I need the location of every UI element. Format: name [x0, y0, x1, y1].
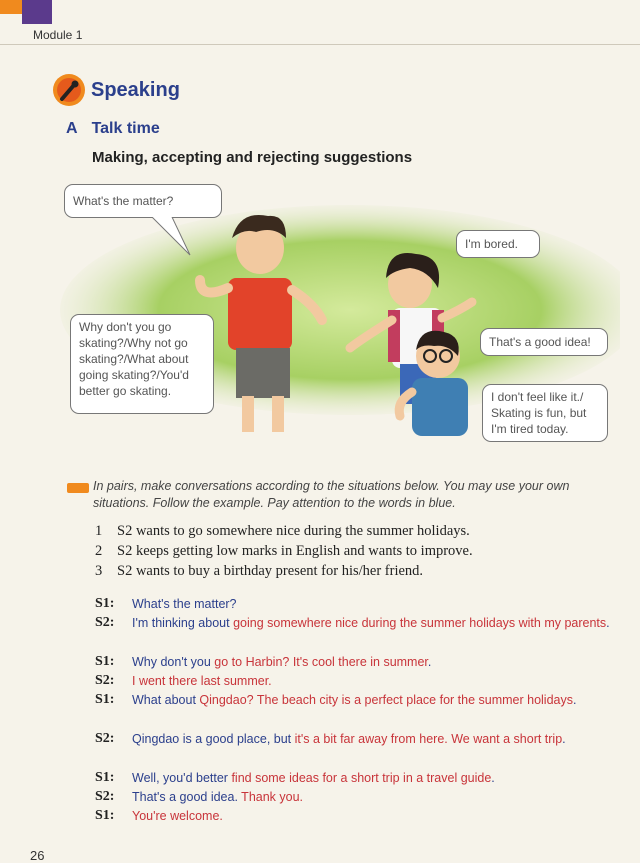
dialogue-red-text: Thank you. [237, 790, 304, 804]
dialogue-line [95, 731, 615, 747]
dialogue-blue-text: . [427, 655, 432, 669]
dialogue-line [95, 770, 615, 786]
dialogue-blue-text: I'm thinking about [132, 616, 234, 630]
dialogue-line [95, 789, 615, 805]
dialogue-line [95, 654, 615, 670]
section-title: Speaking [91, 79, 180, 101]
corner-decoration-purple [22, 0, 52, 24]
dialogue-blue-text: . [572, 693, 577, 707]
dialogue-red-text: go to Harbin? It's cool there in summer [214, 655, 428, 669]
section-name: Talk time [91, 120, 160, 137]
dialogue-text [132, 654, 615, 670]
speaker-label: S1: [95, 692, 115, 707]
dialogue-line [95, 692, 615, 708]
speaker-label: S1: [95, 596, 115, 611]
speaker-label: S1: [95, 654, 115, 669]
dialogue-text [132, 770, 615, 786]
speaker-label: S1: [95, 770, 115, 785]
dialogue-text [132, 692, 615, 708]
speaker-label: S2: [95, 731, 115, 746]
dialogue-red-text: going somewhere nice during the summer holidays with my parents [233, 616, 607, 630]
dialogue-text [132, 615, 615, 631]
page-number: 26 [30, 848, 45, 863]
dialogue-blue-text: . [562, 732, 566, 746]
dialogue-line [95, 808, 615, 824]
module-label: Module 1 [33, 28, 83, 42]
dialogue-line [95, 615, 615, 631]
dialogue-blue-text: Qingdao is a good place, but [132, 732, 295, 746]
dialogue-blue-text: Well, you'd better [132, 771, 232, 785]
situation-item: 1 S2 wants to go somewhere nice during the summer holidays. [95, 523, 470, 539]
speech-bubble-suggestion: Why don't you go skating?/Why not go skating?/What about going skating?/You'd better go skating. [70, 314, 214, 414]
dialogue-line [95, 596, 615, 612]
corner-decoration-orange [0, 0, 22, 14]
speech-bubble-bored: I'm bored. [456, 230, 540, 258]
section-heading [66, 120, 160, 138]
speaker-label: S1: [95, 808, 115, 823]
dialogue-red-text: Qingdao? The beach city is a perfect place for the summer holidays [199, 693, 573, 707]
dialogue-text [132, 808, 615, 824]
section-subtitle: Making, accepting and rejecting suggestions [92, 149, 413, 166]
dialogue-blue-text: . [606, 616, 610, 630]
dialogue-text [132, 673, 615, 689]
dialogue-text [132, 596, 615, 612]
speaker-label: S2: [95, 789, 115, 804]
speaker-label: S2: [95, 615, 115, 630]
dialogue-text [132, 789, 615, 805]
instruction-marker [67, 483, 89, 493]
dialogue-line [95, 673, 615, 689]
dialogue-blue-text: Why don't you [132, 655, 215, 669]
header-divider [0, 44, 640, 45]
speech-bubble-reject: I don't feel like it./ Skating is fun, but I'm tired today. [482, 384, 608, 442]
dialogue-blue-text: What about [132, 693, 200, 707]
situation-item: 2 S2 keeps getting low marks in English and wants to improve. [95, 543, 473, 559]
dialogue-red-text: You're welcome. [132, 809, 223, 823]
situation-item: 3 S2 wants to buy a birthday present for his/her friend. [95, 563, 424, 579]
dialogue-text [132, 731, 615, 747]
speech-bubble-accept: That's a good idea! [480, 328, 608, 356]
speaker-label: S2: [95, 673, 115, 688]
dialogue-blue-text: . [491, 771, 495, 785]
instructions-text: In pairs, make conversations according to the situations below. You may use your own situations. Follow the example. Pay attention to the words in blue. [93, 479, 570, 510]
dialogue-blue-text: That's a good idea. [132, 790, 238, 804]
dialogue-red-text: I went there last summer. [132, 674, 272, 688]
dialogue-red-text: it's a bit far away from here. We want a short trip [294, 732, 563, 746]
bubble-tail-matter [150, 217, 210, 257]
speech-bubble-matter: What's the matter? [64, 184, 222, 218]
dialogue-blue-text: What's the matter? [132, 597, 237, 611]
dialogue-red-text: find some ideas for a short trip in a travel guide [231, 771, 492, 785]
section-letter: A [66, 120, 78, 137]
microphone-icon [52, 73, 86, 107]
